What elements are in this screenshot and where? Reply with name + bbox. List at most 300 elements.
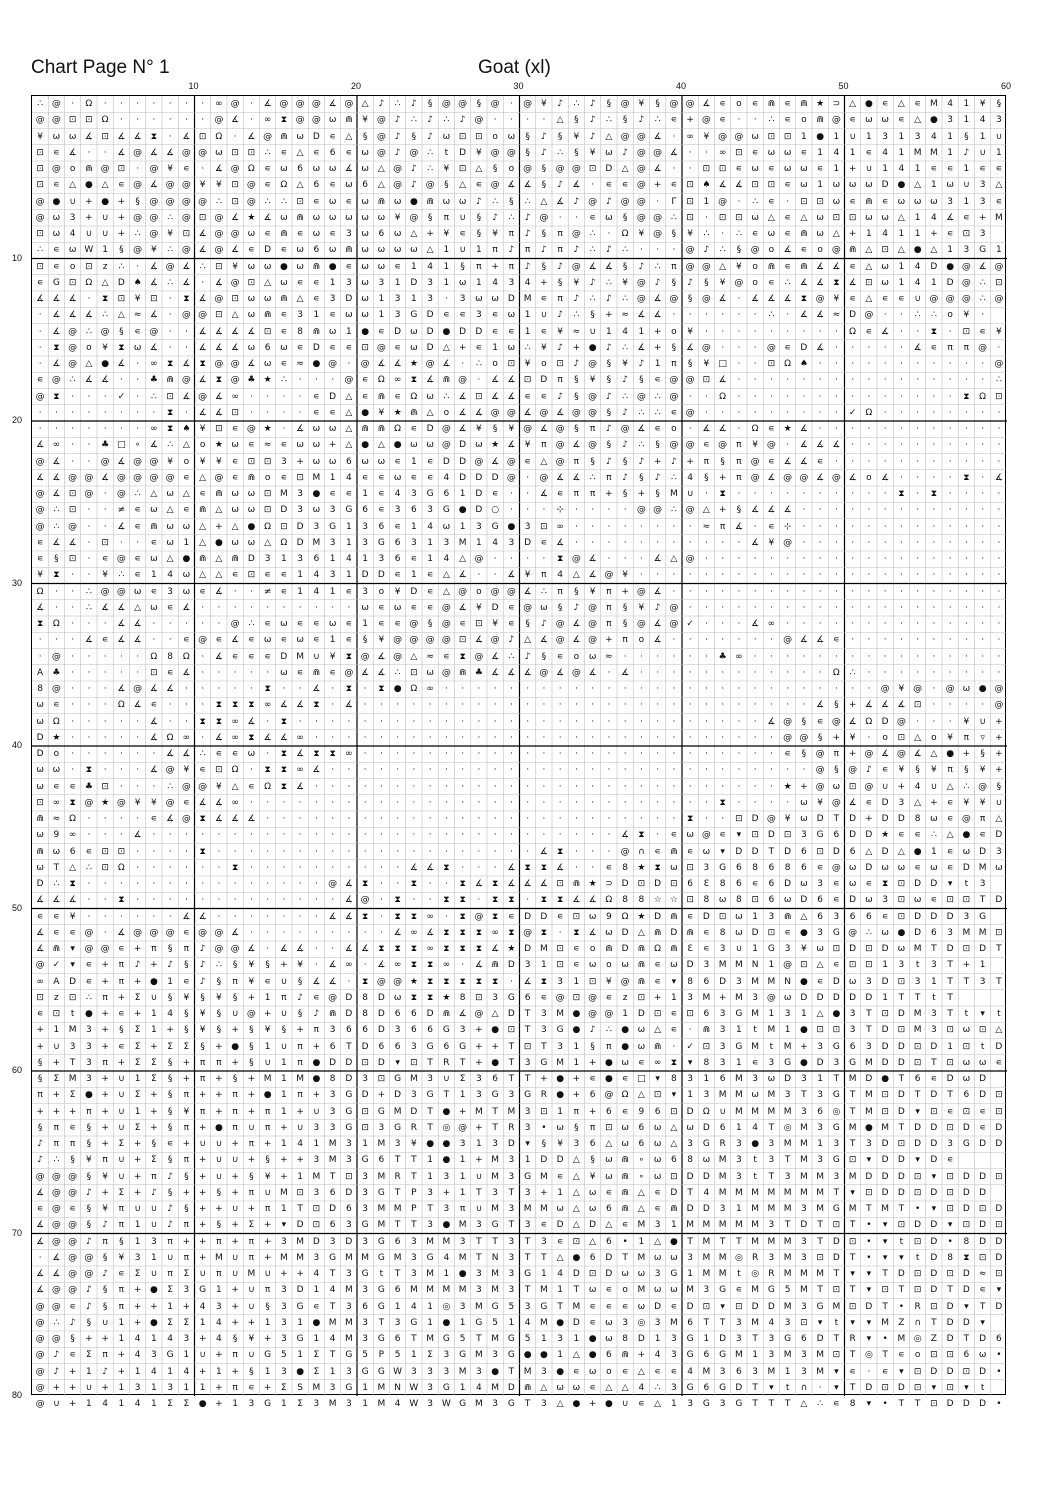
stitch-symbol: ∞ (487, 925, 503, 941)
stitch-symbol: ∡ (455, 421, 471, 437)
stitch-symbol: M (633, 1250, 649, 1266)
stitch-symbol: ⊡ (552, 957, 568, 973)
stitch-symbol: ω (731, 909, 747, 925)
stitch-symbol: △ (373, 437, 389, 453)
stitch-symbol: ∴ (650, 389, 666, 405)
stitch-symbol: · (81, 746, 97, 762)
stitch-symbol: 1 (893, 226, 909, 242)
stitch-symbol: ⧗ (438, 974, 454, 990)
stitch-symbol: ▾ (861, 1266, 877, 1282)
stitch-symbol: @ (520, 161, 536, 177)
stitch-symbol: ▾ (812, 1315, 828, 1331)
stitch-symbol: · (455, 746, 471, 762)
stitch-symbol: · (731, 194, 747, 210)
stitch-symbol: ¥ (406, 1136, 422, 1152)
stitch-symbol: ∡ (552, 665, 568, 681)
stitch-symbol: 4 (520, 1315, 536, 1331)
stitch-symbol: π (568, 454, 584, 470)
stitch-symbol: · (942, 649, 958, 665)
stitch-symbol: · (633, 242, 649, 258)
stitch-symbol: D (325, 389, 341, 405)
stitch-symbol: · (682, 649, 698, 665)
stitch-symbol: ∊ (617, 177, 633, 193)
stitch-symbol: · (503, 746, 519, 762)
stitch-symbol: ⊡ (958, 1217, 974, 1233)
stitch-symbol: △ (568, 1217, 584, 1233)
stitch-symbol: · (747, 405, 763, 421)
stitch-symbol: ♪ (65, 1315, 81, 1331)
stitch-symbol: Ɛ (698, 876, 714, 892)
stitch-symbol: ∡ (341, 941, 357, 957)
stitch-symbol: △ (633, 1185, 649, 1201)
stitch-symbol: · (536, 762, 552, 778)
stitch-symbol: ω (958, 681, 974, 697)
stitch-symbol: @ (32, 486, 48, 502)
stitch-symbol: · (585, 746, 601, 762)
stitch-symbol: · (487, 112, 503, 128)
stitch-symbol: 3 (520, 519, 536, 535)
stitch-symbol: · (877, 600, 893, 616)
stitch-symbol: D (422, 421, 438, 437)
stitch-symbol: ω (406, 324, 422, 340)
stitch-symbol: ∞ (260, 697, 276, 713)
stitch-symbol: D (942, 909, 958, 925)
stitch-symbol: · (942, 324, 958, 340)
stitch-symbol: @ (536, 405, 552, 421)
stitch-symbol: D (975, 1185, 991, 1201)
stitch-symbol: + (991, 730, 1007, 746)
stitch-symbol: · (292, 405, 308, 421)
stitch-symbol: · (438, 746, 454, 762)
stitch-symbol: 1 (877, 957, 893, 973)
stitch-symbol: ☆ (650, 892, 666, 908)
stitch-symbol: G (325, 1250, 341, 1266)
stitch-symbol: 1 (325, 1364, 341, 1380)
stitch-symbol: π (568, 1104, 584, 1120)
stitch-symbol: ¥ (585, 1169, 601, 1185)
stitch-symbol: · (877, 340, 893, 356)
stitch-symbol: ≈ (698, 519, 714, 535)
stitch-symbol: @ (438, 632, 454, 648)
stitch-symbol: ⊡ (455, 129, 471, 145)
stitch-symbol: · (633, 697, 649, 713)
stitch-symbol: ∊ (780, 112, 796, 128)
stitch-symbol: ⊡ (731, 210, 747, 226)
stitch-symbol: · (861, 681, 877, 697)
stitch-symbol: · (877, 519, 893, 535)
stitch-symbol: ∡ (796, 454, 812, 470)
stitch-symbol: @ (81, 1250, 97, 1266)
stitch-symbol: · (276, 909, 292, 925)
stitch-symbol: · (747, 795, 763, 811)
stitch-symbol: · (698, 779, 714, 795)
stitch-symbol: T (780, 1217, 796, 1233)
stitch-symbol: · (828, 486, 844, 502)
stitch-symbol: ⧗ (455, 925, 471, 941)
stitch-symbol: + (227, 1315, 243, 1331)
stitch-symbol: · (893, 649, 909, 665)
stitch-symbol: · (178, 844, 194, 860)
stitch-symbol: Ω (698, 1104, 714, 1120)
stitch-symbol: ∊ (146, 697, 162, 713)
stitch-symbol: D (373, 567, 389, 583)
stitch-symbol: 4 (910, 275, 926, 291)
stitch-symbol: G (406, 307, 422, 323)
stitch-symbol: · (958, 454, 974, 470)
stitch-symbol: 1 (812, 1136, 828, 1152)
stitch-symbol: 3 (178, 1331, 194, 1347)
stitch-symbol: @ (195, 194, 211, 210)
stitch-symbol: ∡ (227, 210, 243, 226)
stitch-symbol: · (780, 405, 796, 421)
stitch-symbol: @ (487, 145, 503, 161)
stitch-symbol: ∊ (520, 454, 536, 470)
stitch-symbol: · (471, 892, 487, 908)
stitch-symbol: · (958, 405, 974, 421)
stitch-symbol: · (97, 421, 113, 437)
stitch-symbol: · (942, 372, 958, 388)
stitch-symbol: 3 (325, 1104, 341, 1120)
stitch-symbol: § (162, 1104, 178, 1120)
stitch-symbol: 4 (487, 275, 503, 291)
stitch-symbol: · (81, 909, 97, 925)
stitch-symbol: D (861, 1299, 877, 1315)
stitch-symbol: T (845, 1282, 861, 1298)
stitch-symbol: ⊡ (942, 1201, 958, 1217)
stitch-symbol: + (113, 990, 129, 1006)
stitch-symbol: D (975, 1136, 991, 1152)
stitch-symbol: T (893, 1201, 909, 1217)
stitch-symbol: 3 (422, 1380, 438, 1396)
stitch-symbol: ★ (877, 827, 893, 843)
stitch-symbol: 1 (308, 1282, 324, 1298)
stitch-symbol: ∴ (991, 372, 1007, 388)
stitch-symbol: ω (325, 242, 341, 258)
stitch-symbol: · (877, 502, 893, 518)
stitch-symbol: ∴ (81, 324, 97, 340)
stitch-symbol: ∡ (536, 876, 552, 892)
stitch-symbol: 1 (780, 1364, 796, 1380)
stitch-symbol: D (828, 1234, 844, 1250)
stitch-symbol: · (146, 827, 162, 843)
stitch-symbol: · (276, 860, 292, 876)
stitch-symbol: W (438, 1396, 454, 1412)
stitch-symbol: · (861, 665, 877, 681)
stitch-symbol: ¥ (520, 567, 536, 583)
stitch-symbol: ♪ (97, 1266, 113, 1282)
stitch-symbol: ω (48, 844, 64, 860)
stitch-symbol: M (698, 990, 714, 1006)
stitch-symbol: ⊡ (926, 1299, 942, 1315)
stitch-symbol: ∪ (146, 1201, 162, 1217)
stitch-symbol: · (763, 665, 779, 681)
stitch-symbol: ¥ (552, 324, 568, 340)
stitch-symbol: ∡ (341, 876, 357, 892)
stitch-symbol: ∊ (292, 275, 308, 291)
stitch-symbol: ⊡ (796, 1315, 812, 1331)
stitch-symbol: D (958, 1266, 974, 1282)
stitch-symbol: Ω (276, 177, 292, 193)
stitch-symbol: 1 (520, 307, 536, 323)
stitch-symbol: ω (357, 226, 373, 242)
stitch-symbol: ∡ (487, 372, 503, 388)
stitch-symbol: D (796, 1217, 812, 1233)
stitch-symbol: · (812, 600, 828, 616)
stitch-symbol: 1 (455, 1169, 471, 1185)
stitch-symbol: T (926, 1055, 942, 1071)
stitch-symbol: ⊃ (828, 96, 844, 112)
stitch-symbol: 3 (406, 486, 422, 502)
stitch-symbol: ω (877, 860, 893, 876)
stitch-symbol: ω (260, 356, 276, 372)
stitch-symbol: + (227, 1185, 243, 1201)
stitch-symbol: ∡ (585, 665, 601, 681)
stitch-symbol: △ (195, 519, 211, 535)
stitch-symbol: 1 (455, 1185, 471, 1201)
stitch-symbol: D (406, 584, 422, 600)
stitch-symbol: T (796, 1087, 812, 1103)
stitch-symbol: ⋒ (633, 941, 649, 957)
stitch-symbol: @ (617, 421, 633, 437)
stitch-symbol: 1 (877, 161, 893, 177)
stitch-symbol: · (910, 714, 926, 730)
stitch-symbol: △ (438, 567, 454, 583)
stitch-symbol: · (812, 519, 828, 535)
stitch-symbol: ω (471, 291, 487, 307)
stitch-symbol: 1 (438, 1266, 454, 1282)
stitch-symbol: + (471, 1152, 487, 1168)
stitch-symbol: ∡ (633, 307, 649, 323)
stitch-symbol: ⧗ (666, 1055, 682, 1071)
stitch-symbol: ⊡ (308, 1217, 324, 1233)
stitch-symbol: D (910, 925, 926, 941)
stitch-symbol: G (731, 1039, 747, 1055)
stitch-symbol: · (585, 730, 601, 746)
stitch-symbol: ⧗ (471, 974, 487, 990)
stitch-symbol: △ (601, 1380, 617, 1396)
stitch-symbol: 3 (796, 1364, 812, 1380)
stitch-symbol: · (942, 486, 958, 502)
stitch-symbol: ∊ (243, 779, 259, 795)
stitch-symbol: M (520, 291, 536, 307)
stitch-symbol: π (958, 730, 974, 746)
stitch-symbol: · (910, 567, 926, 583)
stitch-symbol: ⊡ (601, 1120, 617, 1136)
stitch-symbol: · (877, 389, 893, 405)
stitch-symbol: · (260, 860, 276, 876)
stitch-symbol: + (471, 1022, 487, 1038)
stitch-symbol: ω (357, 242, 373, 258)
stitch-symbol: · (178, 96, 194, 112)
stitch-symbol: ∴ (585, 226, 601, 242)
stitch-symbol: + (48, 1087, 64, 1103)
stitch-symbol: ⧗ (162, 405, 178, 421)
stitch-symbol: M (747, 1185, 763, 1201)
stitch-symbol: 3 (536, 1006, 552, 1022)
stitch-symbol: · (438, 291, 454, 307)
stitch-symbol: ♪ (455, 112, 471, 128)
stitch-symbol: 1 (162, 974, 178, 990)
stitch-symbol: 3 (390, 307, 406, 323)
stitch-symbol: ⋒ (763, 96, 779, 112)
stitch-symbol: ∡ (455, 405, 471, 421)
stitch-symbol: · (747, 697, 763, 713)
stitch-symbol: ω (601, 210, 617, 226)
stitch-symbol: ∪ (81, 226, 97, 242)
stitch-symbol: + (308, 1039, 324, 1055)
stitch-symbol: ⊡ (552, 876, 568, 892)
stitch-symbol: · (910, 632, 926, 648)
stitch-symbol: Ω (861, 405, 877, 421)
stitch-symbol: 3 (812, 1087, 828, 1103)
stitch-symbol: 6 (341, 454, 357, 470)
stitch-symbol: · (861, 632, 877, 648)
stitch-symbol: · (438, 730, 454, 746)
stitch-symbol: · (991, 567, 1007, 583)
stitch-symbol: · (601, 827, 617, 843)
stitch-symbol: · (130, 762, 146, 778)
stitch-symbol: △ (796, 909, 812, 925)
stitch-symbol: + (113, 1055, 129, 1071)
stitch-symbol: · (698, 145, 714, 161)
stitch-symbol: ∴ (81, 584, 97, 600)
stitch-symbol: · (536, 746, 552, 762)
stitch-symbol: Ω (211, 129, 227, 145)
stitch-symbol: G (471, 1315, 487, 1331)
stitch-symbol: 8 (942, 1250, 958, 1266)
stitch-symbol: 1 (877, 990, 893, 1006)
stitch-symbol: T (828, 1185, 844, 1201)
stitch-symbol: ∡ (373, 649, 389, 665)
stitch-symbol: ♪ (617, 372, 633, 388)
stitch-symbol: @ (48, 112, 64, 128)
stitch-symbol: @ (666, 372, 682, 388)
stitch-symbol: · (975, 405, 991, 421)
stitch-symbol: ▾ (926, 1380, 942, 1396)
stitch-symbol: @ (812, 779, 828, 795)
stitch-symbol: D (926, 909, 942, 925)
row-tick-label: 70 (12, 1228, 22, 1238)
stitch-symbol: 1 (487, 340, 503, 356)
stitch-symbol: ∞ (715, 145, 731, 161)
stitch-symbol: 6 (601, 1234, 617, 1250)
stitch-symbol: 6 (796, 860, 812, 876)
stitch-symbol: · (861, 437, 877, 453)
stitch-symbol: · (893, 551, 909, 567)
stitch-symbol: □ (633, 1071, 649, 1087)
stitch-symbol: · (666, 535, 682, 551)
stitch-symbol: ∴ (211, 194, 227, 210)
stitch-symbol: · (162, 632, 178, 648)
stitch-symbol: · (650, 697, 666, 713)
stitch-symbol: ⋒ (666, 909, 682, 925)
stitch-symbol: D (845, 892, 861, 908)
stitch-symbol: ∡ (97, 470, 113, 486)
stitch-symbol: ⊡ (243, 145, 259, 161)
stitch-symbol: · (828, 551, 844, 567)
stitch-symbol: ∊ (406, 421, 422, 437)
stitch-symbol: π (81, 1104, 97, 1120)
stitch-symbol: · (373, 779, 389, 795)
stitch-symbol: Ω (650, 941, 666, 957)
stitch-symbol: @ (780, 470, 796, 486)
stitch-symbol: ∡ (130, 697, 146, 713)
stitch-symbol: ∡ (243, 941, 259, 957)
stitch-symbol: ♣ (243, 372, 259, 388)
stitch-symbol: ▾ (845, 1266, 861, 1282)
stitch-symbol: ♪ (487, 210, 503, 226)
stitch-symbol: @ (65, 1217, 81, 1233)
stitch-symbol: · (455, 827, 471, 843)
stitch-symbol: · (357, 746, 373, 762)
stitch-symbol: Σ (178, 1315, 194, 1331)
stitch-symbol: § (81, 1315, 97, 1331)
stitch-symbol: + (991, 714, 1007, 730)
stitch-symbol: ∡ (178, 389, 194, 405)
stitch-symbol: t (747, 1169, 763, 1185)
stitch-symbol: ω (357, 145, 373, 161)
stitch-symbol: @ (227, 161, 243, 177)
stitch-symbol: ∡ (65, 291, 81, 307)
stitch-symbol: ∊ (422, 584, 438, 600)
stitch-symbol: ω (308, 437, 324, 453)
stitch-symbol: @ (130, 470, 146, 486)
stitch-symbol: ⊡ (650, 1087, 666, 1103)
stitch-symbol: ¥ (97, 1169, 113, 1185)
stitch-symbol: · (162, 96, 178, 112)
stitch-symbol: @ (633, 210, 649, 226)
stitch-symbol: 1 (357, 1396, 373, 1412)
stitch-symbol: ∊ (390, 567, 406, 583)
stitch-symbol: ∪ (926, 779, 942, 795)
stitch-symbol: · (146, 892, 162, 908)
stitch-symbol: M (698, 1234, 714, 1250)
stitch-symbol: · (861, 649, 877, 665)
stitch-symbol: · (113, 372, 129, 388)
stitch-symbol: ♪ (81, 1185, 97, 1201)
stitch-symbol: 6 (438, 486, 454, 502)
stitch-symbol: M (763, 974, 779, 990)
stitch-symbol: · (503, 827, 519, 843)
stitch-symbol: ∡ (48, 535, 64, 551)
stitch-symbol: ∡ (796, 275, 812, 291)
stitch-symbol: π (958, 340, 974, 356)
stitch-symbol: · (861, 502, 877, 518)
stitch-symbol: Σ (130, 1022, 146, 1038)
stitch-symbol: • (910, 1201, 926, 1217)
stitch-symbol: G (715, 1282, 731, 1298)
stitch-symbol: · (260, 811, 276, 827)
stitch-symbol: 1 (731, 1201, 747, 1217)
stitch-symbol: 6 (796, 844, 812, 860)
stitch-symbol: D (503, 1380, 519, 1396)
stitch-symbol: D (715, 974, 731, 990)
stitch-symbol: π (520, 242, 536, 258)
stitch-symbol: ∊ (260, 616, 276, 632)
stitch-symbol: · (81, 681, 97, 697)
stitch-symbol: ∊ (130, 567, 146, 583)
stitch-symbol: + (650, 177, 666, 193)
stitch-symbol: M (731, 1071, 747, 1087)
stitch-symbol: § (617, 616, 633, 632)
stitch-symbol: D (975, 1071, 991, 1087)
stitch-symbol: 3 (682, 1396, 698, 1412)
stitch-symbol: ω (877, 112, 893, 128)
stitch-symbol: ≈ (617, 307, 633, 323)
stitch-symbol: ∡ (113, 356, 129, 372)
stitch-symbol: G (373, 1104, 389, 1120)
stitch-symbol: o (195, 437, 211, 453)
